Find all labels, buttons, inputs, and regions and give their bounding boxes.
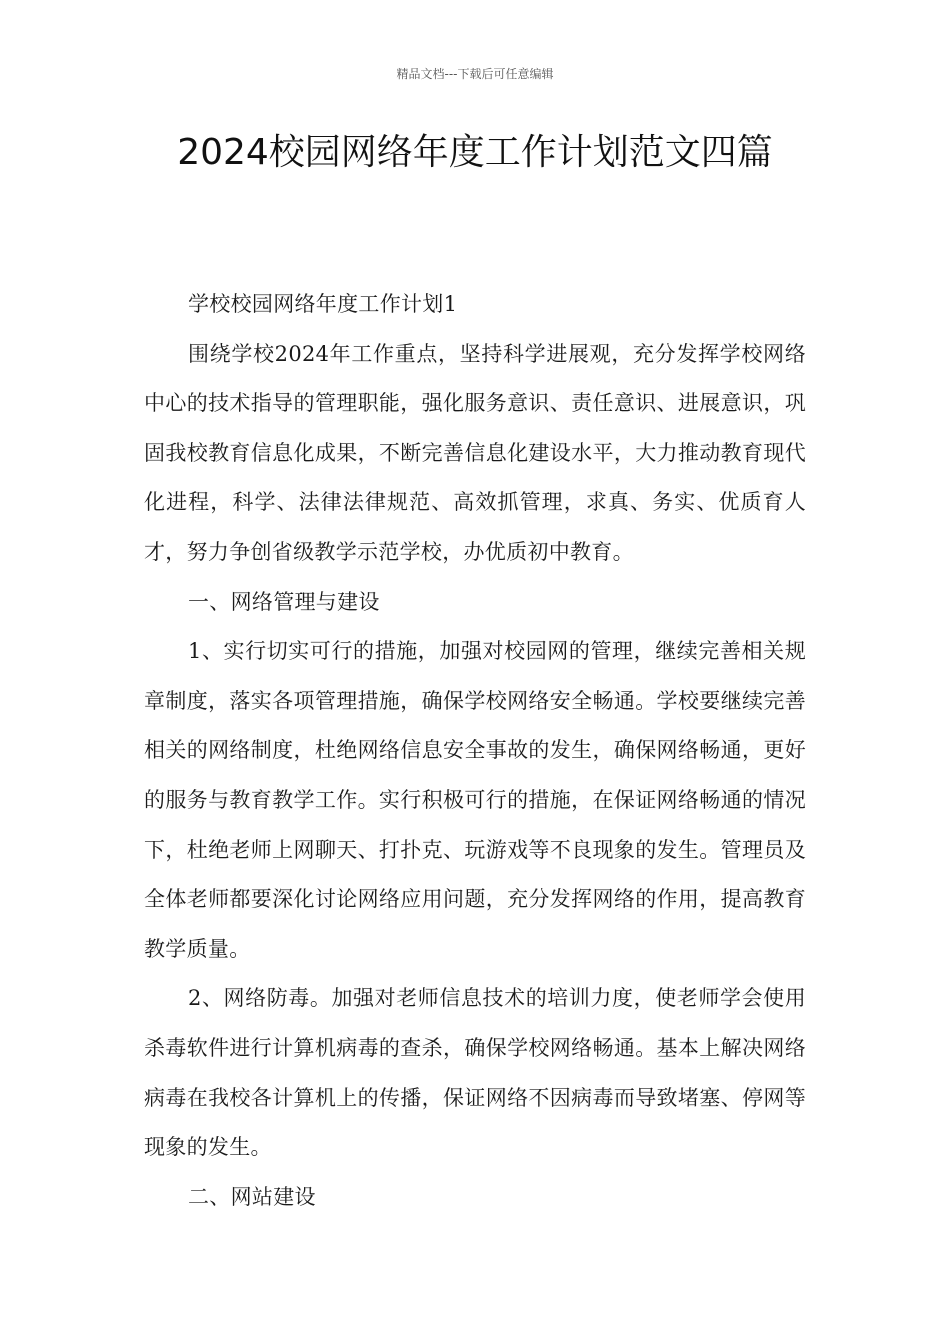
paragraph-intro: 围绕学校2024年工作重点，坚持科学进展观，充分发挥学校网络中心的技术指导的管理职能，强化服务意识、责任意识、进展意识，巩固我校教育信息化成果，不断完善信息化建设水平，大力推动教育现代化进程，科学、法律法律规范、高效抓管理，求真、务实、优质育人才，努力争创省级教学示范学校，办优质初中教育。 — [144, 341, 806, 564]
paragraph-section-2-heading: 二、网站建设 — [188, 1184, 316, 1209]
document-body — [144, 280, 806, 1222]
document-title: 2024校园网络年度工作计划范文四篇 — [177, 132, 773, 173]
paragraph-item-1: 1、实行切实可行的措施，加强对校园网的管理，继续完善相关规章制度，落实各项管理措施，确保学校网络安全畅通。学校要继续完善相关的网络制度，杜绝网络信息安全事故的发生，确保网络畅通，更好的服务与教育教学工作。实行积极可行的措施，在保证网络畅通的情况下，杜绝老师上网聊天、打扑克、玩游戏等不良现象的发生。管理员及全体老师都要深化讨论网络应用问题，充分发挥网络的作用，提高教育教学质量。 — [144, 639, 806, 961]
paragraph-section-1-heading: 一、网络管理与建设 — [188, 589, 380, 614]
paragraph-plan-heading: 学校校园网络年度工作计划1 — [188, 292, 458, 316]
header-note: 精品文档---下载后可任意编辑 — [396, 67, 554, 81]
paragraph-item-2: 2、网络防毒。加强对老师信息技术的培训力度，使老师学会使用杀毒软件进行计算机病毒的查杀，确保学校网络畅通。基本上解决网络病毒在我校各计算机上的传播，保证网络不因病毒而导致堵塞、停网等现象的发生。 — [144, 986, 806, 1160]
